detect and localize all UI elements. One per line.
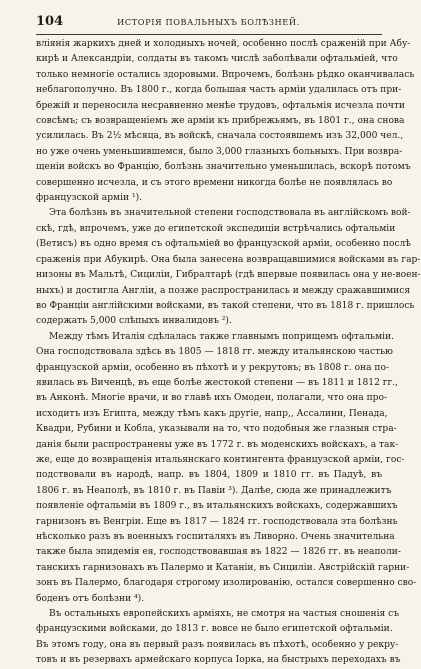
text-line: французской арміи ¹). <box>36 193 143 204</box>
text-line: въ Анконѣ. Многіе врачи, и во главѣ ихъ Омодеи, полагали, что она про- <box>36 393 388 404</box>
text-line: неблагополучно. Въ 1800 г., когда большая часть арміи удалилась отъ при- <box>36 85 402 96</box>
text-line: исходитъ изъ Египта, между тѣмъ какъ другіе, напр,, Ассалини, Пенада, <box>36 408 388 419</box>
body-text <box>36 37 421 669</box>
text-line: ныхъ) и достигла Англіи, а позже распространилась и между сражавшимися <box>36 285 411 296</box>
text-line: явилась въ Виченцѣ, въ еще болѣе жестокой степени — въ 1811 и 1812 гг., <box>36 377 399 388</box>
text-line: совершенно исчезла, и съ этого времени никогда болѣе не появлялась во <box>36 177 393 188</box>
text-line: совсѣмъ; съ возвращеніемъ же арміи къ прибрежьямъ, въ 1801 г., она снова <box>36 116 405 127</box>
text-line: боденъ отъ болѣзни ⁴). <box>36 593 145 604</box>
text-line: содержать 5,000 слѣпыхъ инвалидовъ ²). <box>36 316 232 327</box>
text-line: вліянія жаркихъ дней и холодныхъ ночей, особенно послѣ сраженій при Абу- <box>36 39 411 49</box>
text-line: Эта болѣзнь въ значительной степени господствовала въ англійскомъ вой- <box>49 208 411 219</box>
text-line: только немногіе остались здоровыми. Впрочемъ, болѣзнь рѣдко оканчивалась <box>36 69 415 80</box>
text-line: танскихъ гарнизонахъ въ Палермо и Катаніи, въ Сициліи. Австрійскій гарни- <box>36 562 410 573</box>
running-title: ИСТОРІЯ ПОВАЛЬНЫХЪ БОЛѢЗНЕЙ. <box>117 17 300 27</box>
text-line: нѣсколько разъ въ военныхъ госпиталяхъ въ Ливорно. Очень значительна <box>36 532 395 542</box>
text-line: кирѣ и Александріи, солдаты въ такомъ числѣ заболѣвали офтальміей, что <box>36 54 398 65</box>
paragraph <box>36 607 401 669</box>
text-line: зонъ въ Палермо, благодаря строгому изолированію, остался совершенно сво- <box>36 578 417 589</box>
text-line: но уже очень уменьшившемся, было 3,000 глазныхъ больныхъ. При возвра- <box>36 146 403 157</box>
text-line: французскими войсками, до 1813 г. вовсе не было египетской офтальміи. <box>36 624 393 635</box>
text-line: Въ остальныхъ европейскихъ арміяхъ, не смотря на частыя сношенія съ <box>49 609 400 620</box>
text-line: подствовали въ народѣ, напр. въ 1804, 1809 и 1810 гг. въ Падуѣ, въ <box>36 470 382 481</box>
text-line: данія были распространены уже въ 1772 г. въ моденскихъ войскахъ, а так- <box>36 439 399 450</box>
text-line: гарнизонъ въ Венгріи. Еще въ 1817 — 1824 гг. господствовала эта болѣзнь <box>36 516 398 527</box>
text-line: французской арміи, особенно въ пѣхотѣ и у рекрутовъ; въ 1808 г. она по- <box>36 362 390 373</box>
text-line: также была эпидемія ея, господствовавшая въ 1822 — 1826 гг. въ неаполи- <box>36 547 401 558</box>
paragraph <box>36 330 417 607</box>
text-line: во Франціи англійскими войсками, въ такой степени, что въ 1818 г. пришлось <box>36 300 415 311</box>
text-line: Между тѣмъ Италія сдѣлалась также главнымъ поприщемъ офтальміи. <box>49 331 395 342</box>
text-line: Она господствовала здѣсь въ 1805 — 1818 гг. между итальянскою частью <box>36 347 393 358</box>
page-header <box>36 14 382 35</box>
page-number: 104 <box>36 14 64 29</box>
text-line: (Ветисъ) въ одно время съ офтальміей во французской арміи, особенно послѣ <box>36 239 411 250</box>
text-line: товъ и въ резервахъ армейскаго корпуса Іорка, на быстрыхъ переходахъ въ <box>36 655 401 666</box>
text-line: щеніи войскъ во Францію, болѣзнь значительно уменьшилась, вскорѣ потомъ <box>36 162 411 173</box>
text-line: низоны въ Мальтѣ, Сициліи, Гибралтарѣ (гдѣ впервые появилась она у не-воен- <box>36 270 421 281</box>
text-line: брежій и переносила несравненно менѣе трудовъ, офтальмія исчезла почти <box>36 100 405 111</box>
text-line: появленіе офтальміи въ 1809 г., въ итальянскихъ войскахъ, содержавшихъ <box>36 501 398 512</box>
text-line: 1806 г. въ Неаполѣ, въ 1810 г. въ Павіи ³). Далѣе, сюда же принадлежитъ <box>36 485 392 496</box>
text-line: Въ этомъ году, она въ первый разъ появилась въ пѣхотѣ, особенно у рекру- <box>36 639 399 650</box>
paragraph <box>36 37 415 206</box>
text-line: усилилась. Въ 2½ мѣсяца, въ войскѣ, сначала состоявшемъ изъ 32,000 чел., <box>36 131 404 142</box>
text-line: скѣ, гдѣ, впрочемъ, уже до египетской экспедиціи встрѣчались офтальміи <box>36 223 396 234</box>
text-line: же, еще до возвращенія итальянскаго контингента французской арміи, гос- <box>36 454 405 465</box>
text-line: Квадри, Рубини и Кобла, указывали на то, что подобныя же глазныя стра- <box>36 424 397 435</box>
text-line: сраженія при Абукирѣ. Она была занесена возвращавшимися войсками въ гар- <box>36 254 421 265</box>
paragraph <box>36 206 421 329</box>
